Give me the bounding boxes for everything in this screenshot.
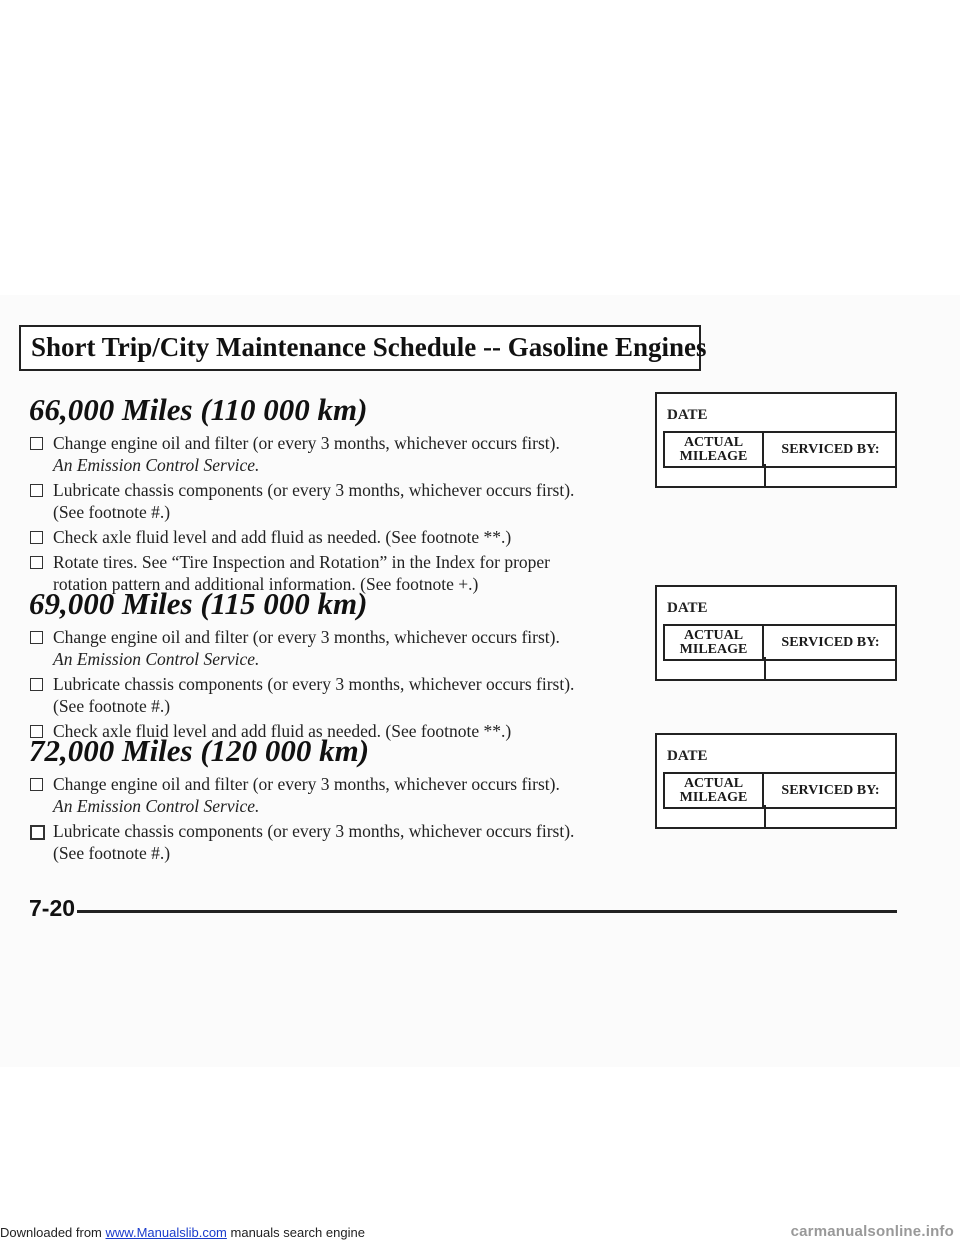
record-date-label: DATE — [667, 600, 708, 616]
service-record-69000 — [655, 585, 897, 681]
record-divider — [764, 464, 766, 488]
checklist-item: Lubricate chassis components (or every 3 months, whichever occurs first). (See footnote #.) — [29, 820, 629, 864]
service-record-72000 — [655, 733, 897, 829]
checkbox-icon[interactable] — [30, 778, 43, 791]
checkbox-icon[interactable] — [30, 678, 43, 691]
checkbox-icon[interactable] — [30, 437, 43, 450]
record-header-row — [663, 772, 895, 809]
section-66000 — [29, 392, 629, 598]
checkbox-icon[interactable] — [30, 631, 43, 644]
section-72000 — [29, 733, 629, 867]
page-rule — [77, 910, 897, 913]
record-serviced-label: SERVICED BY: — [781, 442, 880, 457]
record-mileage-label: ACTUAL MILEAGE — [665, 774, 764, 807]
checklist-item: Change engine oil and filter (or every 3 months, whichever occurs first). An Emission Control Service. — [29, 626, 629, 670]
record-mileage-label: ACTUAL MILEAGE — [665, 433, 764, 466]
record-date-label: DATE — [667, 748, 708, 764]
record-mileage-label: ACTUAL MILEAGE — [665, 626, 764, 659]
record-serviced-label: SERVICED BY: — [781, 635, 880, 650]
service-record-66000 — [655, 392, 897, 488]
checklist-item: Change engine oil and filter (or every 3 months, whichever occurs first). An Emission Control Service. — [29, 773, 629, 817]
record-divider — [764, 805, 766, 829]
record-header-row — [663, 431, 895, 468]
checklist-item: Check axle fluid level and add fluid as needed. (See footnote **.) — [29, 720, 629, 742]
checklist-item: Rotate tires. See “Tire Inspection and Rotation” in the Index for proper rotation pattern and additional information. (See footnote +.) — [29, 551, 629, 595]
page-number: 7-20 — [29, 895, 76, 921]
watermark: carmanualsonline.info — [790, 1223, 954, 1240]
record-header-row — [663, 624, 895, 661]
checkbox-icon[interactable] — [30, 484, 43, 497]
page-title: Short Trip/City Maintenance Schedule -- Gasoline Engines — [31, 332, 707, 362]
download-footer: Downloaded from www.Manualslib.com manuals search engine — [0, 1225, 365, 1240]
record-divider — [764, 657, 766, 681]
manualslib-link[interactable]: www.Manualslib.com — [105, 1225, 227, 1240]
section-heading: 66,000 Miles (110 000 km) — [29, 392, 368, 427]
section-heading: 72,000 Miles (120 000 km) — [29, 733, 370, 768]
section-heading: 69,000 Miles (115 000 km) — [29, 586, 368, 621]
checkbox-icon[interactable] — [30, 556, 43, 569]
checkbox-icon[interactable] — [30, 825, 45, 840]
record-serviced-label: SERVICED BY: — [781, 783, 880, 798]
title-box — [19, 325, 707, 371]
section-69000 — [29, 586, 629, 745]
checklist-item: Lubricate chassis components (or every 3 months, whichever occurs first). (See footnote #.) — [29, 479, 629, 523]
checklist-item: Change engine oil and filter (or every 3 months, whichever occurs first). An Emission Control Service. — [29, 432, 629, 476]
checklist-item: Check axle fluid level and add fluid as needed. (See footnote **.) — [29, 526, 629, 548]
checkbox-icon[interactable] — [30, 531, 43, 544]
record-date-label: DATE — [667, 407, 708, 423]
checklist-item: Lubricate chassis components (or every 3 months, whichever occurs first). (See footnote #.) — [29, 673, 629, 717]
